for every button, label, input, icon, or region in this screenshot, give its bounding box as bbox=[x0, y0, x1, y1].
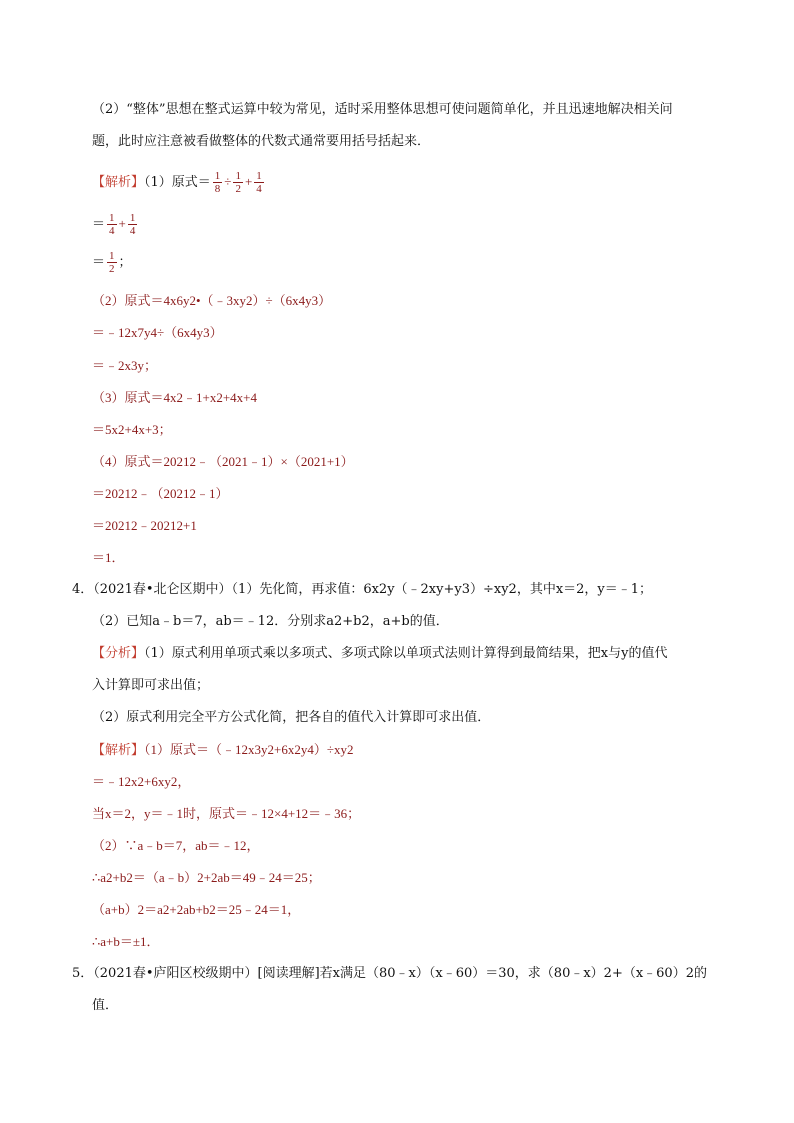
question-source: （2021春•北仑区期中） bbox=[93, 582, 232, 597]
solution-label: 【解析】 bbox=[92, 175, 145, 190]
fraction: $\frac{1}{4}$ bbox=[129, 212, 136, 237]
q4-question-line-1 bbox=[72, 581, 652, 599]
q3-solution-line-4: （2）原式＝4x6y2•（﹣3xy2）÷（6x4y3） bbox=[92, 293, 332, 308]
q4-analysis-line-1: 【分析】（1）原式利用单项式乘以多项式、多项式除以单项式法则计算得到最简结果，把x与y的值代 bbox=[92, 646, 668, 661]
fraction: $\frac{1}{2}$ bbox=[235, 170, 241, 195]
q4-solution-line-5: ∴a2+b2＝（a﹣b）2+2ab＝49﹣24＝25； bbox=[92, 870, 321, 885]
q3-solution-line-12: ＝1． bbox=[92, 550, 125, 565]
q3-solution-line-1: 【解析】（1）原式＝ $\frac{1}{8}$ ÷ $\frac{1}{2}$ + $\frac{1}{4}$ bbox=[92, 170, 262, 195]
fraction: $\frac{1}{2}$ bbox=[109, 250, 115, 275]
q3-solution-line-8: ＝5x2+4x+3； bbox=[92, 422, 172, 437]
q4-analysis-line-3: （2）原式利用完全平方公式化简，把各自的值代入计算即可求出值． bbox=[92, 710, 491, 725]
q5-question-line-2: 值． bbox=[92, 998, 119, 1013]
q3-solution-line-3: ＝ $\frac{1}{2}$ ； bbox=[92, 250, 132, 275]
q4-solution-line-7: ∴a+b＝±1． bbox=[92, 934, 160, 949]
q3-solution-line-2: ＝ $\frac{1}{4}$ + $\frac{1}{4}$ bbox=[92, 212, 136, 237]
q4-solution-line-6: （a+b）2＝a2+2ab+b2＝25﹣24＝1， bbox=[92, 902, 301, 917]
question-part-1: （1）先化简，再求值：6x2y（﹣2xy+y3）÷xy2，其中x＝2，y＝﹣1； bbox=[231, 582, 653, 597]
q3-solution-line-11: ＝20212﹣20212+1 bbox=[92, 518, 197, 533]
q5-question-line-1 bbox=[72, 965, 707, 983]
q4-solution-line-3: 当x＝2，y＝﹣1时，原式＝﹣12×4+12＝﹣36； bbox=[92, 806, 361, 821]
q3-solution-line-5: ＝﹣12x7y4÷（6x4y3） bbox=[92, 325, 223, 340]
question-number: 4． bbox=[72, 582, 94, 597]
fraction: $\frac{1}{4}$ bbox=[109, 212, 115, 237]
q4-solution-line-1: 【解析】（1）原式＝（﹣12x3y2+6x2y4）÷xy2 bbox=[92, 742, 354, 758]
intro-line-2: 题，此时应注意被看做整体的代数式通常要用括号括起来． bbox=[92, 134, 431, 149]
q3-solution-line-9: （4）原式＝20212﹣（2021﹣1）×（2021+1） bbox=[92, 454, 354, 469]
solution-part-1-prefix: （1）原式＝ bbox=[144, 175, 211, 190]
solution-label: 【解析】 bbox=[92, 743, 145, 758]
q3-solution-line-10: ＝20212﹣（20212﹣1） bbox=[92, 486, 229, 501]
q4-question-line-2: （2）已知a﹣b＝7，ab＝﹣12．分别求a2+b2，a+b的值． bbox=[92, 614, 449, 629]
intro-line-1: （2）“整体”思想在整式运算中较为常见，适时采用整体思想可使问题简单化，并且迅速地解决相关问 bbox=[92, 102, 673, 117]
question-number: 5． bbox=[72, 966, 94, 981]
fraction: $\frac{1}{8}$ bbox=[214, 170, 221, 195]
q3-solution-line-7: （3）原式＝4x2﹣1+x2+4x+4 bbox=[92, 390, 257, 405]
analysis-label: 【分析】 bbox=[92, 646, 145, 661]
question-text: （2021春•庐阳区校级期中）[阅读理解]若x满足（80﹣x）（x﹣60）＝30，求（80﹣x）2+（x﹣60）2的 bbox=[93, 966, 707, 981]
q4-analysis-line-2: 入计算即可求出值； bbox=[92, 678, 210, 693]
fraction: $\frac{1}{4}$ bbox=[256, 170, 262, 195]
q3-solution-line-6: ＝﹣2x3y； bbox=[92, 358, 158, 373]
q4-solution-line-2: ＝﹣12x2+6xy2， bbox=[92, 774, 191, 789]
q4-solution-line-4: （2）∵a﹣b＝7，ab＝﹣12， bbox=[92, 838, 260, 853]
